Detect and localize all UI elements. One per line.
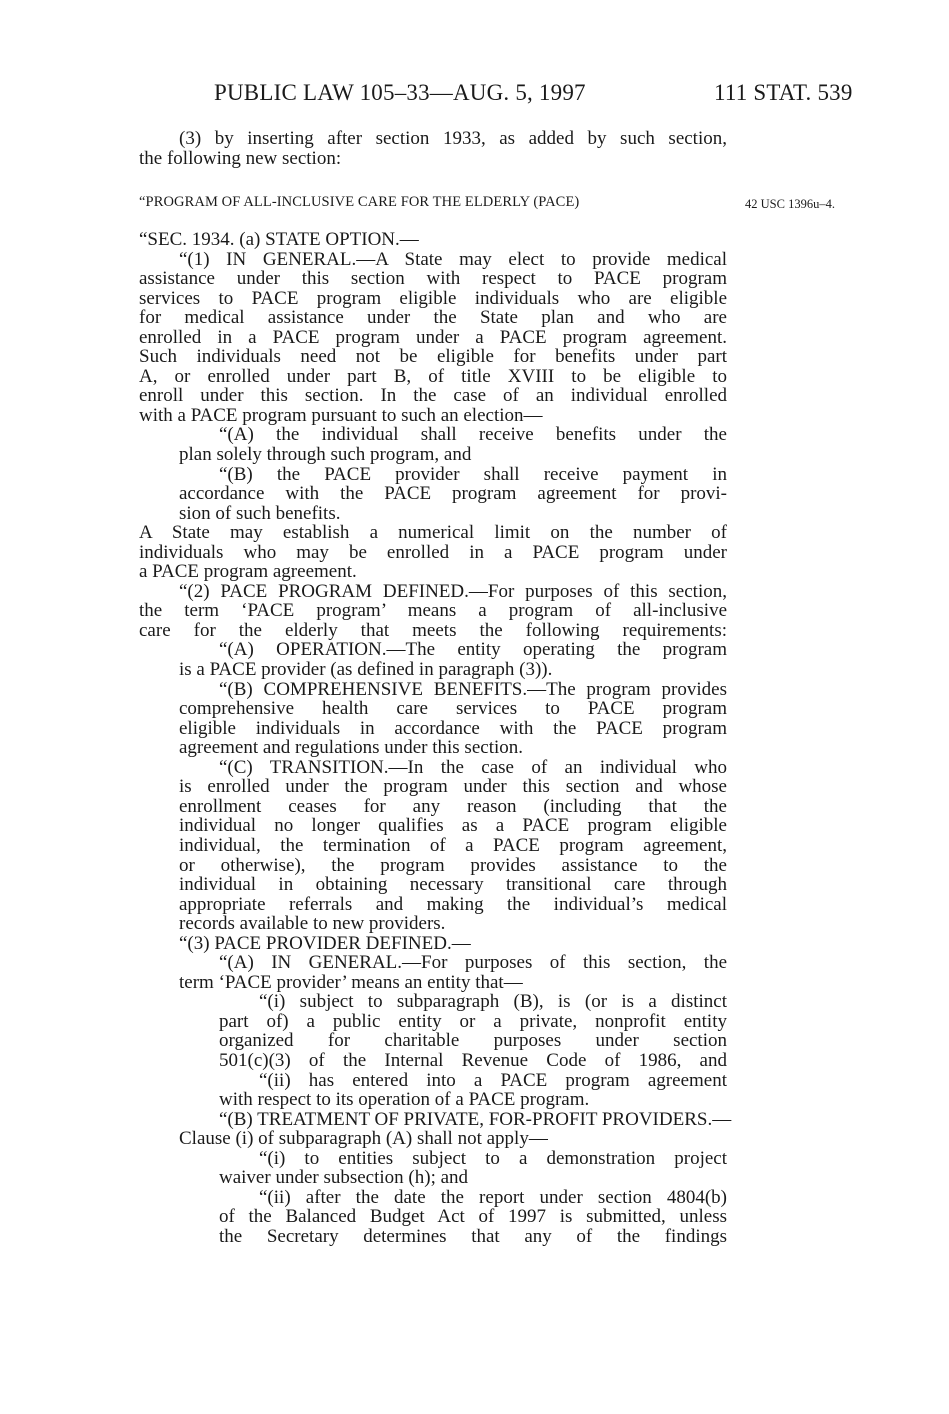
body-line: comprehensive health care services to PACE program bbox=[179, 698, 727, 720]
body-line: individual no longer qualifies as a PACE program eligible bbox=[179, 815, 727, 837]
body-line: for medical assistance under the State plan and who are bbox=[139, 307, 727, 329]
body-line: assistance under this section with respect to PACE program bbox=[139, 268, 727, 290]
body-line: “(ii) has entered into a PACE program agreement bbox=[259, 1069, 727, 1091]
intro-line: the following new section: bbox=[139, 147, 342, 169]
body-line: appropriate referrals and making the individual’s medical bbox=[179, 893, 727, 915]
running-header-title: PUBLIC LAW 105–33—AUG. 5, 1997 bbox=[214, 80, 586, 105]
body-line: is a PACE provider (as defined in paragraph (3)). bbox=[179, 659, 553, 681]
body-line: with respect to its operation of a PACE program. bbox=[219, 1089, 590, 1111]
body-line: “(A) the individual shall receive benefits under the bbox=[219, 424, 727, 446]
intro-line: (3) by inserting after section 1933, as added by such section, bbox=[179, 128, 727, 149]
body-line: agreement and regulations under this section. bbox=[179, 737, 524, 759]
body-line: individuals who may be enrolled in a PACE program under bbox=[139, 541, 727, 563]
body-line: “(i) subject to subparagraph (B), is (or is a distinct bbox=[259, 991, 727, 1013]
body-line: care for the elderly that meets the following requirements: bbox=[139, 619, 727, 641]
body-line: organized for charitable purposes under section bbox=[219, 1030, 727, 1052]
body-line: is enrolled under the program under this section and whose bbox=[179, 776, 727, 798]
body-line: a PACE program agreement. bbox=[139, 561, 357, 583]
body-line: individual, the termination of a PACE program agreement, bbox=[179, 834, 727, 856]
body-line: “(B) COMPREHENSIVE BENEFITS.—The program provides bbox=[219, 678, 727, 700]
body-line: “(1) IN GENERAL.—A State may elect to provide medical bbox=[179, 248, 727, 270]
section-heading: “PROGRAM OF ALL-INCLUSIVE CARE FOR THE ELDERLY (PACE) bbox=[139, 194, 580, 210]
body-line: with a PACE program pursuant to such an election— bbox=[139, 404, 543, 426]
statute-body bbox=[139, 229, 732, 1247]
body-line: the Secretary determines that any of the findings bbox=[219, 1225, 727, 1247]
body-line: “SEC. 1934. (a) STATE OPTION.— bbox=[139, 229, 419, 250]
body-line: sion of such benefits. bbox=[179, 502, 341, 524]
body-line: “(A) OPERATION.—The entity operating the program bbox=[219, 639, 727, 661]
body-line: A State may establish a numerical limit on the number of bbox=[139, 522, 727, 544]
body-line: part of) a public entity or a private, nonprofit entity bbox=[219, 1010, 727, 1032]
body-line: individual in obtaining necessary transitional care through bbox=[179, 874, 727, 896]
body-line: “(B) the PACE provider shall receive payment in bbox=[219, 463, 727, 485]
margin-citation: 42 USC 1396u–4. bbox=[745, 197, 835, 211]
body-line: enroll under this section. In the case of an individual enrolled bbox=[139, 385, 727, 407]
body-line: services to PACE program eligible individuals who are eligible bbox=[139, 287, 727, 309]
body-line: records available to new providers. bbox=[179, 913, 446, 935]
body-line: 501(c)(3) of the Internal Revenue Code of 1986, and bbox=[219, 1049, 727, 1071]
body-line: A, or enrolled under part B, of title XVIII to be eligible to bbox=[139, 365, 727, 387]
body-line: the term ‘PACE program’ means a program of all-inclusive bbox=[139, 600, 727, 622]
body-line: Clause (i) of subparagraph (A) shall not apply— bbox=[179, 1128, 548, 1150]
body-line: Such individuals need not be eligible for benefits under part bbox=[139, 346, 727, 368]
body-line: enrollment ceases for any reason (including that the bbox=[179, 795, 727, 817]
body-line: waiver under subsection (h); and bbox=[219, 1167, 469, 1189]
body-line: of the Balanced Budget Act of 1997 is submitted, unless bbox=[219, 1206, 727, 1228]
body-line: “(ii) after the date the report under section 4804(b) bbox=[259, 1186, 727, 1208]
body-line: eligible individuals in accordance with the PACE program bbox=[179, 717, 727, 739]
body-line: term ‘PACE provider’ means an entity that— bbox=[179, 971, 523, 993]
body-line: “(C) TRANSITION.—In the case of an individual who bbox=[219, 756, 727, 778]
body-line: “(3) PACE PROVIDER DEFINED.— bbox=[179, 932, 471, 954]
body-line: accordance with the PACE program agreement for provi- bbox=[179, 483, 727, 505]
running-header-page-number: 111 STAT. 539 bbox=[714, 80, 853, 105]
amendment-instruction bbox=[139, 129, 727, 168]
body-line: “(A) IN GENERAL.—For purposes of this section, the bbox=[219, 952, 727, 974]
body-line: “(2) PACE PROGRAM DEFINED.—For purposes of this section, bbox=[179, 580, 727, 602]
body-line: plan solely through such program, and bbox=[179, 444, 472, 466]
body-line: enrolled in a PACE program under a PACE program agreement. bbox=[139, 326, 727, 348]
body-line: “(i) to entities subject to a demonstration project bbox=[259, 1147, 727, 1169]
body-line: or otherwise), the program provides assistance to the bbox=[179, 854, 727, 876]
body-line: “(B) TREATMENT OF PRIVATE, FOR-PROFIT PROVIDERS.— bbox=[219, 1108, 732, 1130]
